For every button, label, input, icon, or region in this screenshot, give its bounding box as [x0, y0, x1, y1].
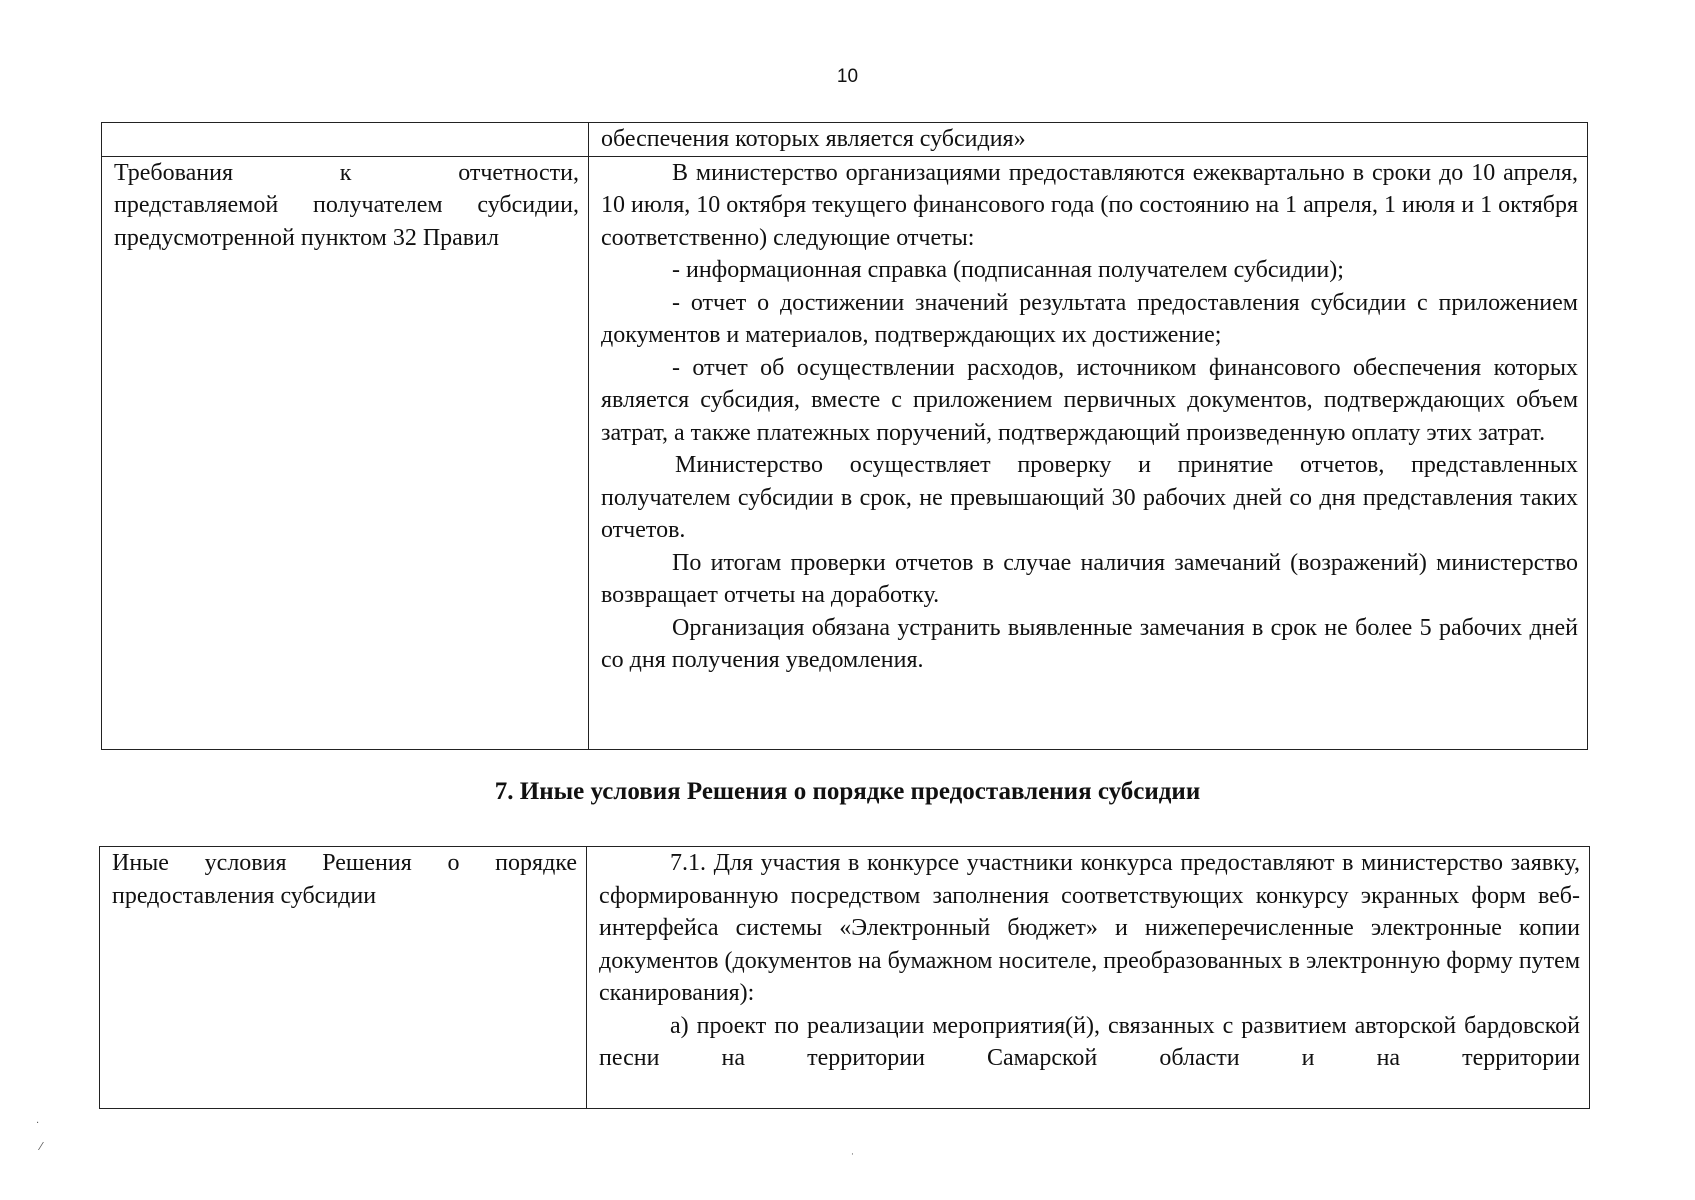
continuation-text: обеспечения которых является субсидия» — [601, 126, 1026, 152]
requirement-content-cell — [589, 156, 1588, 749]
table-cell-continuation — [589, 123, 1588, 157]
paragraph: Организация обязана устранить выявленные замечания в срок не более 5 рабочих дней со дня получения уведомления. — [601, 614, 1578, 673]
requirement-label-cell — [102, 156, 589, 749]
scan-artifact: · — [36, 1118, 40, 1129]
page-number: 10 — [836, 66, 859, 87]
other-conditions-label: Иные условия Решения о порядке предоставления субсидии — [112, 850, 577, 909]
paragraph: По итогам проверки отчетов в случае наличия замечаний (возражений) министерство возвращает отчеты на доработку. — [601, 549, 1578, 608]
table-cell-empty — [102, 123, 589, 157]
paragraph: Министерство осуществляет проверку и принятие отчетов, представленных получателем субсидии в срок, не превышающий 30 рабочих дней со дня представления таких отчетов. — [601, 452, 1578, 543]
table-row — [100, 847, 1590, 1109]
table-row — [102, 123, 1588, 157]
label-word: к — [339, 159, 352, 186]
list-item: а) проект по реализации мероприятия(й), связанных с развитием авторской бардовской песни на территории Самарской области и на территории — [599, 1012, 1580, 1071]
list-item: - информационная справка (подписанная получателем субсидии); — [672, 257, 1344, 283]
label-word: отчетности, — [458, 159, 579, 186]
list-item: - отчет об осуществлении расходов, источником финансового обеспечения которых является субсидия, вместе с приложением первичных документов, подтверждающих объем затрат, а также платежных поручений, подтверждающий произведенную оплату этих затрат. — [601, 354, 1578, 446]
paragraph: В министерство организациями предоставляются ежеквартально в сроки до 10 апреля, 10 июля, 10 октября текущего финансового года (по состоянию на 1 апреля, 1 июля и 1 октября соответственно) следующие отчеты: — [601, 159, 1578, 251]
other-conditions-label-cell — [100, 847, 587, 1109]
reporting-requirements-table — [101, 122, 1588, 750]
label-word: Требования — [114, 159, 234, 186]
requirement-label-text: представляемой получателем субсидии, предусмотренной пунктом 32 Правил — [114, 192, 579, 251]
section-heading: 7. Иные условия Решения о порядке предоставления субсидии — [494, 778, 1201, 805]
scan-artifact: ⁄ — [40, 1140, 42, 1153]
other-conditions-content-cell — [587, 847, 1590, 1109]
list-item: - отчет о достижении значений результата предоставления субсидии с приложением документов и материалов, подтверждающих их достижение; — [601, 289, 1578, 348]
other-conditions-table — [99, 846, 1590, 1109]
table-row — [102, 156, 1588, 749]
paragraph: 7.1. Для участия в конкурсе участники конкурса предоставляют в министерство заявку, сформированную посредством заполнения соответствующих конкурсу экранных форм веб-интерфейса системы «Электронный бюджет» и нижеперечисленные электронные копии документов (документов на бумажном носителе, преобразованных в электронную форму путем сканирования): — [599, 850, 1580, 1006]
scan-artifact: · — [851, 1150, 854, 1160]
requirement-label-first-line — [114, 157, 579, 190]
